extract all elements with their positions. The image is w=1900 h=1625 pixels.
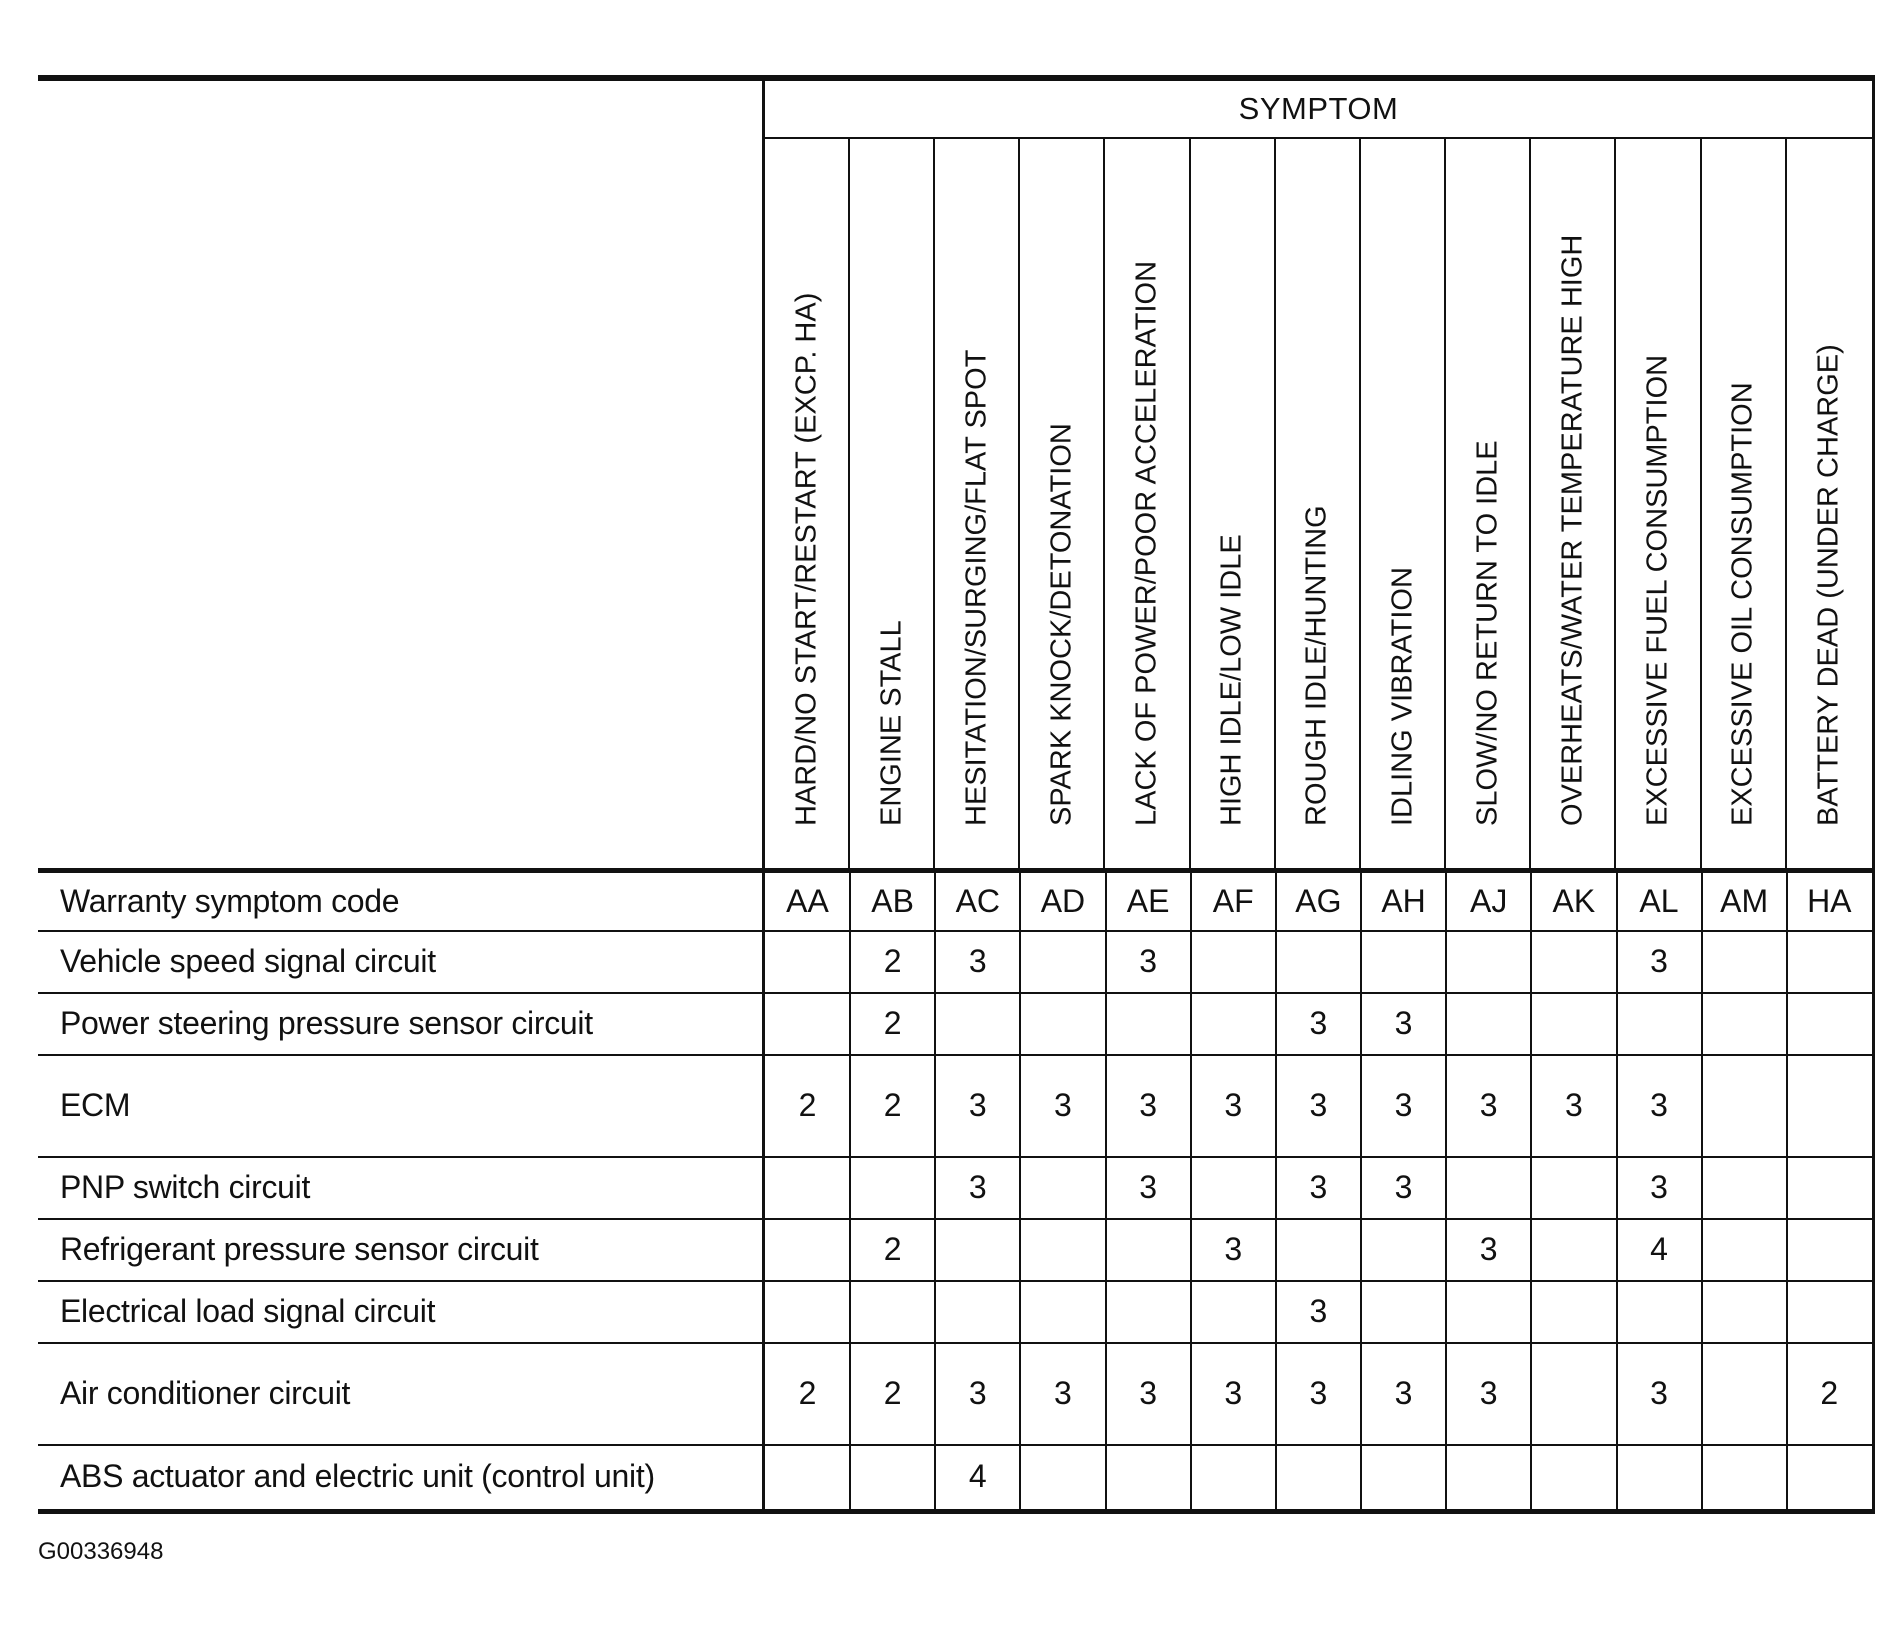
column-divider — [1190, 1445, 1192, 1509]
column-divider — [1019, 1055, 1021, 1157]
column-divider — [1445, 1157, 1447, 1219]
table-cell: 3 — [1139, 1087, 1157, 1123]
table-cell: 3 — [968, 1169, 987, 1205]
table-cell: 2 — [883, 1005, 902, 1041]
symptom-header-ab — [850, 139, 935, 873]
column-divider — [1445, 1445, 1447, 1509]
column-divider — [1105, 1281, 1107, 1343]
table-cell: 3 — [1054, 1375, 1072, 1411]
column-divider — [1190, 931, 1192, 993]
column-divider — [1530, 873, 1532, 931]
column-divider — [934, 1157, 936, 1219]
column-divider — [1445, 931, 1447, 993]
column-divider — [934, 1445, 936, 1509]
column-divider — [1275, 1055, 1277, 1157]
column-divider — [1786, 1219, 1788, 1281]
symptom-header-ah — [1361, 139, 1446, 873]
column-divider — [1616, 1281, 1618, 1343]
table-cell: 3 — [1139, 1169, 1157, 1205]
symptom-header-aa — [765, 139, 850, 873]
column-divider — [1275, 931, 1277, 993]
table-cell: 3 — [1564, 1087, 1583, 1123]
column-divider — [1105, 931, 1107, 993]
column-divider — [1019, 1281, 1021, 1343]
row-label: Vehicle speed signal circuit — [60, 943, 436, 979]
column-divider — [1360, 993, 1362, 1055]
symptom-group-title: SYMPTOM — [765, 81, 1872, 139]
column-divider — [849, 873, 851, 931]
column-divider — [1360, 1445, 1362, 1509]
column-divider — [1530, 1343, 1532, 1445]
column-divider — [1445, 873, 1447, 931]
column-divider — [849, 1157, 851, 1219]
column-divider — [1616, 993, 1618, 1055]
column-divider — [1019, 1219, 1021, 1281]
column-divider — [849, 1055, 851, 1157]
symptom-header-ad — [1020, 139, 1105, 873]
table-cell: 3 — [1224, 1375, 1243, 1411]
row-label: Power steering pressure sensor circuit — [60, 1005, 593, 1041]
table-cell: 4 — [1650, 1231, 1668, 1267]
table-cell: 3 — [1054, 1087, 1072, 1123]
table-cell: 3 — [1309, 1005, 1328, 1041]
column-divider — [1701, 1281, 1703, 1343]
column-divider — [1445, 1219, 1447, 1281]
column-divider — [849, 1445, 851, 1509]
row-label: ECM — [60, 1087, 131, 1123]
column-divider — [934, 873, 936, 931]
table-row — [38, 1445, 1875, 1509]
table-cell: 3 — [1309, 1375, 1328, 1411]
column-divider — [1445, 1343, 1447, 1445]
table-cell: 3 — [1650, 943, 1668, 979]
column-divider — [934, 1343, 936, 1445]
symptom-header-label: ROUGH IDLE/HUNTING — [1300, 505, 1333, 826]
column-divider — [1701, 1219, 1703, 1281]
column-divider — [849, 1281, 851, 1343]
warranty-code-cell: AG — [1295, 883, 1342, 919]
warranty-code-cell: AK — [1552, 883, 1596, 919]
column-divider — [1616, 1445, 1618, 1509]
column-divider — [1360, 931, 1362, 993]
column-divider — [1105, 1343, 1107, 1445]
table-cell: 2 — [798, 1087, 817, 1123]
symptom-header-ag — [1276, 139, 1361, 873]
row-label: ABS actuator and electric unit (control unit) — [60, 1458, 655, 1494]
column-divider — [1701, 1055, 1703, 1157]
table-cell: 3 — [1309, 1087, 1328, 1123]
column-divider — [1530, 1219, 1532, 1281]
column-divider — [1275, 1445, 1277, 1509]
table-cell: 3 — [1139, 1375, 1157, 1411]
column-divider — [849, 1219, 851, 1281]
column-divider — [1616, 1219, 1618, 1281]
column-divider — [1275, 1281, 1277, 1343]
column-divider — [1530, 1055, 1532, 1157]
table-cell: 3 — [1309, 1293, 1328, 1329]
column-divider — [1190, 1055, 1192, 1157]
column-divider — [1105, 1055, 1107, 1157]
column-divider — [1360, 873, 1362, 931]
column-divider — [1701, 993, 1703, 1055]
column-divider — [1360, 1281, 1362, 1343]
column-divider — [1019, 873, 1021, 931]
column-divider — [1701, 931, 1703, 993]
warranty-code-cell: AL — [1639, 883, 1679, 919]
bottom-rule — [38, 1509, 1875, 1514]
column-divider — [1786, 931, 1788, 993]
column-divider — [1275, 873, 1277, 931]
symptom-header-label: HIGH IDLE/LOW IDLE — [1215, 534, 1248, 826]
symptom-header-aj — [1446, 139, 1531, 873]
table-cell: 4 — [968, 1458, 987, 1494]
row-label: Refrigerant pressure sensor circuit — [60, 1231, 539, 1267]
symptom-header-label: HARD/NO START/RESTART (EXCP. HA) — [790, 292, 822, 826]
column-divider — [1616, 873, 1618, 931]
column-divider — [1360, 1219, 1362, 1281]
column-divider — [1105, 993, 1107, 1055]
symptom-header-ha — [1787, 139, 1872, 873]
column-divider — [1275, 993, 1277, 1055]
symptom-header-ak — [1531, 139, 1616, 873]
column-divider — [1786, 873, 1788, 931]
column-divider — [934, 931, 936, 993]
warranty-code-cell: AH — [1381, 883, 1426, 919]
symptom-header-label: ENGINE STALL — [875, 620, 908, 826]
table-row — [38, 1157, 1875, 1219]
table-cell: 3 — [1479, 1087, 1498, 1123]
table-cell: 3 — [1479, 1375, 1498, 1411]
figure-code: G00336948 — [38, 1538, 164, 1565]
row-label: Air conditioner circuit — [60, 1375, 351, 1411]
symptom-header-ae — [1106, 139, 1191, 873]
symptom-header-label: OVERHEATS/WATER TEMPERATURE HIGH — [1556, 234, 1589, 826]
table-cell: 3 — [1394, 1005, 1413, 1041]
table-cell: 3 — [1479, 1231, 1498, 1267]
column-divider — [1616, 1157, 1618, 1219]
column-divider — [1360, 1343, 1362, 1445]
column-divider — [1445, 993, 1447, 1055]
table-cell: 3 — [1650, 1087, 1668, 1123]
symptom-header-label: LACK OF POWER/POOR ACCELERATION — [1130, 260, 1163, 826]
column-divider — [1105, 1445, 1107, 1509]
column-divider — [1105, 873, 1107, 931]
column-divider — [1701, 1343, 1703, 1445]
table-cell: 3 — [968, 1375, 987, 1411]
column-divider — [1019, 1157, 1021, 1219]
symptom-header-am — [1702, 139, 1787, 873]
warranty-code-cell: AB — [871, 883, 914, 919]
column-divider — [1530, 931, 1532, 993]
column-divider — [1019, 1445, 1021, 1509]
warranty-code-cell: AC — [955, 883, 1001, 919]
column-divider — [1019, 931, 1021, 993]
column-divider — [1701, 1445, 1703, 1509]
column-divider — [1616, 931, 1618, 993]
column-divider — [1360, 1055, 1362, 1157]
column-divider — [1190, 1157, 1192, 1219]
warranty-code-cell: AA — [786, 883, 829, 919]
warranty-code-row — [38, 873, 1875, 931]
table-row — [38, 1343, 1875, 1445]
table-row — [38, 993, 1875, 1055]
column-divider — [1786, 1281, 1788, 1343]
column-divider — [1530, 1445, 1532, 1509]
symptom-header-al — [1617, 139, 1702, 873]
column-divider — [1360, 1157, 1362, 1219]
column-divider — [849, 931, 851, 993]
table-cell: 3 — [1650, 1169, 1668, 1205]
table-cell: 2 — [883, 1231, 902, 1267]
column-divider — [1019, 1343, 1021, 1445]
column-divider — [1786, 1055, 1788, 1157]
column-divider — [934, 1055, 936, 1157]
column-divider — [934, 1281, 936, 1343]
row-label: PNP switch circuit — [60, 1169, 311, 1205]
column-divider — [1701, 873, 1703, 931]
table-cell: 3 — [968, 1087, 987, 1123]
column-divider — [1275, 1157, 1277, 1219]
row-label: Electrical load signal circuit — [60, 1293, 436, 1329]
column-divider — [934, 1219, 936, 1281]
column-divider — [1530, 993, 1532, 1055]
column-divider — [1786, 1445, 1788, 1509]
column-divider — [1275, 1219, 1277, 1281]
column-divider — [1190, 1281, 1192, 1343]
column-divider — [1530, 1157, 1532, 1219]
column-divider — [1105, 1157, 1107, 1219]
column-divider — [1445, 1055, 1447, 1157]
warranty-code-cell: AJ — [1470, 883, 1508, 919]
symptom-header-label: EXCESSIVE OIL CONSUMPTION — [1726, 382, 1759, 826]
table-row — [38, 931, 1875, 993]
column-divider — [1445, 1281, 1447, 1343]
column-divider — [1105, 1219, 1107, 1281]
table-cell: 2 — [1820, 1375, 1839, 1411]
column-divider — [1786, 1343, 1788, 1445]
table-cell: 3 — [968, 943, 987, 979]
table-cell: 2 — [883, 943, 902, 979]
column-divider — [1190, 1219, 1192, 1281]
column-divider — [1019, 993, 1021, 1055]
symptom-header-label: SLOW/NO RETURN TO IDLE — [1471, 440, 1504, 826]
table-cell: 3 — [1394, 1169, 1413, 1205]
table-cell: 2 — [883, 1375, 902, 1411]
column-divider — [1786, 1157, 1788, 1219]
warranty-code-cell: AF — [1212, 883, 1254, 919]
column-divider — [1190, 993, 1192, 1055]
symptom-header-af — [1191, 139, 1276, 873]
table-cell: 3 — [1394, 1375, 1413, 1411]
warranty-code-cell: AE — [1126, 883, 1170, 919]
column-divider — [849, 993, 851, 1055]
table-row — [38, 1055, 1875, 1157]
table-cell: 3 — [1224, 1087, 1243, 1123]
table-cell: 3 — [1650, 1375, 1668, 1411]
symptom-header-label: IDLING VIBRATION — [1386, 567, 1419, 826]
table-cell: 3 — [1224, 1231, 1243, 1267]
column-divider — [1786, 993, 1788, 1055]
symptom-matrix-table — [38, 75, 1875, 1515]
table-cell: 2 — [883, 1087, 902, 1123]
column-divider — [1616, 1055, 1618, 1157]
column-divider — [1190, 873, 1192, 931]
column-divider — [1275, 1343, 1277, 1445]
symptom-header-label: EXCESSIVE FUEL CONSUMPTION — [1641, 354, 1674, 826]
column-divider — [1701, 1157, 1703, 1219]
table-cell: 3 — [1309, 1169, 1328, 1205]
table-row — [38, 1219, 1875, 1281]
column-divider — [1530, 1281, 1532, 1343]
table-row — [38, 1281, 1875, 1343]
warranty-code-cell: HA — [1807, 883, 1852, 919]
column-divider — [849, 1343, 851, 1445]
symptom-header-label: SPARK KNOCK/DETONATION — [1045, 423, 1078, 826]
column-divider — [1616, 1343, 1618, 1445]
warranty-code-label: Warranty symptom code — [60, 883, 400, 919]
symptom-header-label: BATTERY DEAD (UNDER CHARGE) — [1812, 344, 1845, 826]
table-cell: 3 — [1394, 1087, 1413, 1123]
symptom-header-ac — [935, 139, 1020, 873]
symptom-header-label: HESITATION/SURGING/FLAT SPOT — [960, 349, 993, 826]
column-divider — [934, 993, 936, 1055]
warranty-code-cell: AM — [1720, 883, 1769, 919]
table-cell: 3 — [1139, 943, 1157, 979]
warranty-code-cell: AD — [1040, 883, 1086, 919]
table-cell: 2 — [798, 1375, 817, 1411]
column-divider — [1190, 1343, 1192, 1445]
